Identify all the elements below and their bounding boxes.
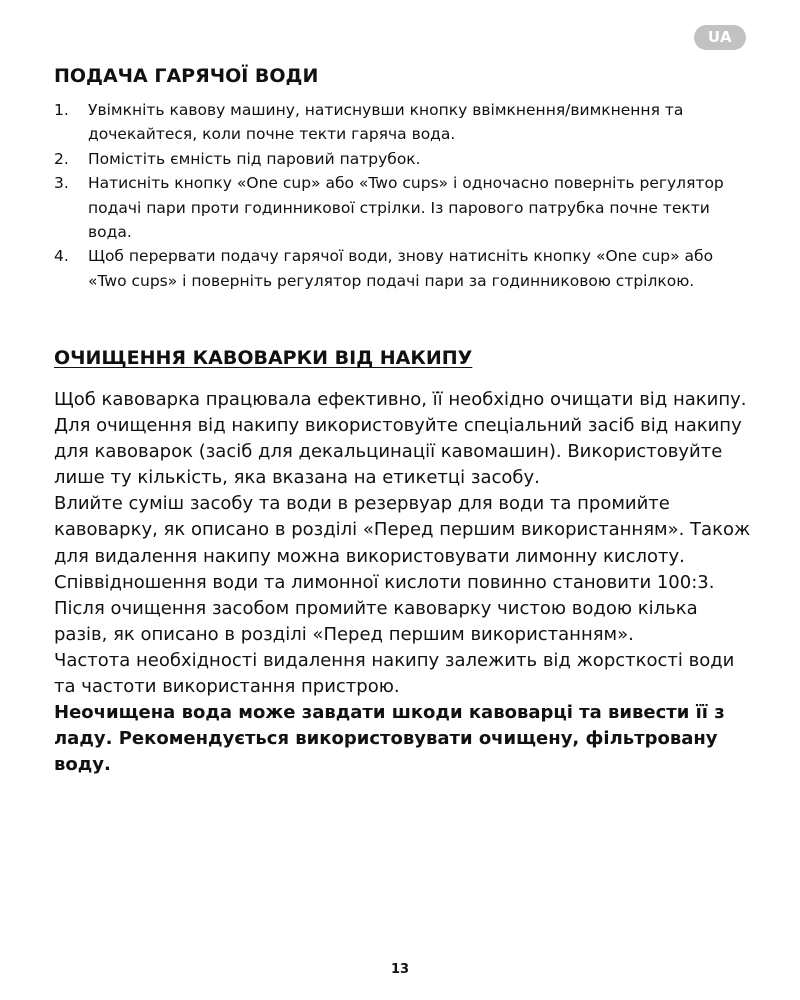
warning-paragraph: Неочищена вода може завдати шкоди кавоварці та вивести її з ладу. Рекомендується використовувати очищену, фільтровану воду. (54, 702, 725, 776)
descaling-body (54, 387, 754, 778)
section-title-descaling: ОЧИЩЕННЯ КАВОВАРКИ ВІД НАКИПУ (54, 347, 473, 369)
step-number: 1. (54, 101, 69, 119)
list-item (54, 171, 754, 244)
step-text: Помістіть ємність під паровий патрубок. (88, 149, 421, 168)
paragraph: Влийте суміш засобу та води в резервуар для води та промийте кавоварку, як описано в розділі «Перед першим використанням». Також для видалення накипу можна використовувати лимонну кислоту. Співвідношення води та лимонної кислоти повинно становити 100:3. (54, 493, 751, 593)
step-text: Щоб перервати подачу гарячої води, знову натисніть кнопку «One cup» або «Two cups» і поверніть регулятор подачі пари за годинниковою стрілкою. (88, 247, 714, 290)
language-badge: UA (694, 25, 746, 50)
step-text: Натисніть кнопку «One cup» або «Two cups» і одночасно поверніть регулятор подачі пари проти годинникової стрілки. Із парового патрубка почне текти вода. (88, 174, 724, 242)
paragraph: Щоб кавоварка працювала ефективно, її необхідно очищати від накипу. Для очищення від накипу використовуйте спеціальний засіб від накипу для кавоварок (засіб для декальцинації кавомашин). Використовуйте лише ту кількість, яка вказана на етикетці засобу. (54, 389, 747, 489)
step-text: Увімкніть кавову машину, натиснувши кнопку ввімкнення/вимкнення та дочекайтеся, коли почне текти гаряча вода. (88, 101, 684, 144)
list-item (54, 98, 754, 147)
step-number: 2. (54, 149, 69, 168)
page-number: 13 (390, 962, 410, 977)
section-title-hot-water: ПОДАЧА ГАРЯЧОЇ ВОДИ (54, 65, 319, 87)
paragraph: Частота необхідності видалення накипу залежить від жорсткості води та частоти використання пристрою. (54, 649, 735, 698)
step-number: 4. (54, 247, 69, 266)
list-item (54, 244, 754, 293)
step-number: 3. (54, 174, 69, 193)
paragraph: Після очищення засобом промийте кавоварку чистою водою кілька разів, як описано в розділі «Перед першим використанням». (54, 597, 698, 645)
hot-water-steps-list (54, 98, 754, 293)
list-item (54, 147, 754, 171)
